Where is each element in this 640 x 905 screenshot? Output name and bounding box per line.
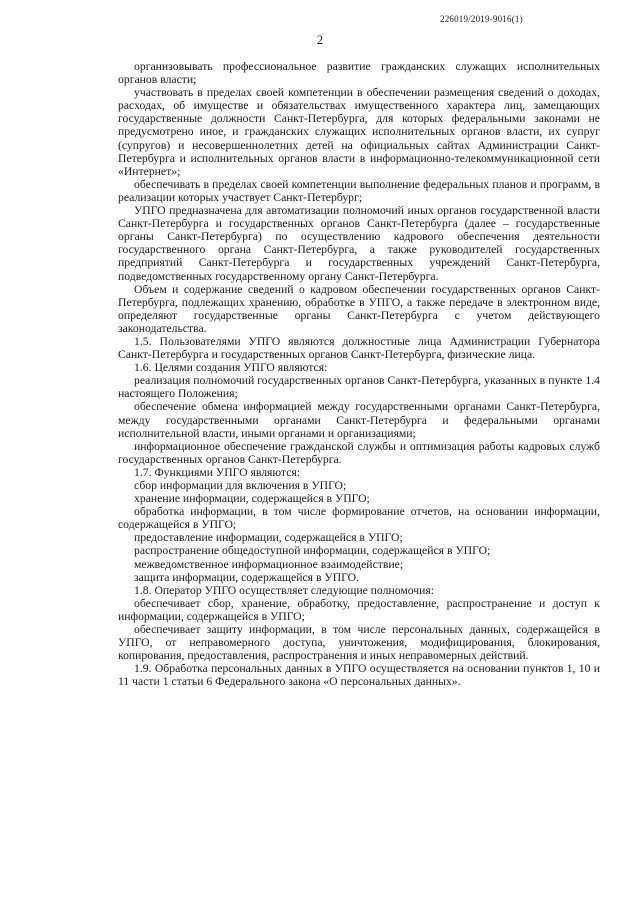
- paragraph-8: реализация полномочий государственных органов Санкт-Петербурга, указанных в пункте 1.4 настоящего Положения;: [118, 374, 600, 401]
- paragraph-13: хранение информации, содержащейся в УПГО;: [134, 492, 370, 506]
- paragraph-19: 1.8. Оператор УПГО осуществляет следующие полномочия:: [134, 583, 435, 597]
- paragraph-21: обеспечивает защиту информации, в том числе персональных данных, содержащейся в УПГО, от неправомерного доступа, уничтожения, модифицирования, блокирования, копирования, предоставления, распространения и иных неправомерных действий.: [118, 623, 600, 663]
- paragraph-5: Объем и содержание сведений о кадровом обеспечении государственных органов Санкт-Петербурга, подлежащих хранению, обработке в УПГО, а также передаче в электронном виде, определяют государственные органы Санкт-Петербурга с учетом действующего законодательства.: [118, 282, 600, 335]
- paragraph-12: сбор информации для включения в УПГО;: [134, 479, 347, 492]
- document-registration-number: 226019/2019-9016(1): [440, 14, 523, 24]
- paragraph-3: обеспечивать в пределах своей компетенции выполнение федеральных планов и программ, в реализации которых участвует Санкт-Петербург;: [118, 177, 600, 204]
- paragraph-11: 1.7. Функциями УПГО являются:: [134, 465, 301, 479]
- paragraph-7: 1.6. Целями создания УПГО являются:: [134, 361, 328, 375]
- paragraph-20: обеспечивает сбор, хранение, обработку, предоставление, распространение и доступ к информации, содержащейся в УПГО;: [118, 596, 600, 623]
- paragraph-22: 1.9. Обработка персональных данных в УПГО осуществляется на основании пунктов 1, 10 и 11 части 1 статьи 6 Федерального закона «О персональных данных».: [118, 662, 600, 689]
- paragraph-15: предоставление информации, содержащейся в УПГО;: [134, 531, 403, 545]
- paragraph-17: межведомственное информационное взаимодействие;: [134, 557, 404, 571]
- paragraph-2: участвовать в пределах своей компетенции в обеспечении размещения сведений о доходах, расходах, об имуществе и обязательствах имущественного характера лиц, замещающих государственные должности Санкт-Петербурга, для которых федеральными законами не предусмотрено иное, и гражданских служащих исполнительных органов власти, их супруг (супругов) и несовершеннолетних детей на официальных сайтах Администрации Санкт-Петербурга и исполнительных органов власти в информационно-телекоммуникационной сети «Интернет»;: [118, 86, 600, 178]
- paragraph-10: информационное обеспечение гражданской службы и оптимизация работы кадровых служб государственных органов Санкт-Петербурга.: [118, 439, 600, 466]
- paragraph-16: распространение общедоступной информации, содержащейся в УПГО;: [134, 544, 491, 558]
- paragraph-9: обеспечение обмена информацией между государственными органами Санкт-Петербурга, между государственными органами Санкт-Петербурга и федеральными органами исполнительной власти, иными органами и организациями;: [118, 400, 600, 440]
- paragraph-18: защита информации, содержащейся в УПГО.: [134, 570, 359, 584]
- paragraph-4: УПГО предназначена для автоматизации полномочий иных органов государственной власти Санкт-Петербурга и государственных органов Санкт-Петербурга (далее – государственные органы Санкт-Петербурга) по осуществлению кадрового обеспечения деятельности государственного органа Санкт-Петербурга, а также руководителей государственных предприятий Санкт-Петербурга и государственных учреждений Санкт-Петербурга, подведомственных государственному органу Санкт-Петербурга.: [118, 204, 600, 283]
- paragraph-1: организовывать профессиональное развитие гражданских служащих исполнительных органов власти;: [118, 60, 600, 87]
- paragraph-14: обработка информации, в том числе формирование отчетов, на основании информации, содержащейся в УПГО;: [118, 505, 600, 532]
- paragraph-6: 1.5. Пользователями УПГО являются должностные лица Администрации Губернатора Санкт-Петербурга и государственных органов Санкт-Петербурга, физические лица.: [118, 334, 600, 362]
- page-number: 2: [316, 33, 324, 47]
- document-body: [118, 60, 600, 689]
